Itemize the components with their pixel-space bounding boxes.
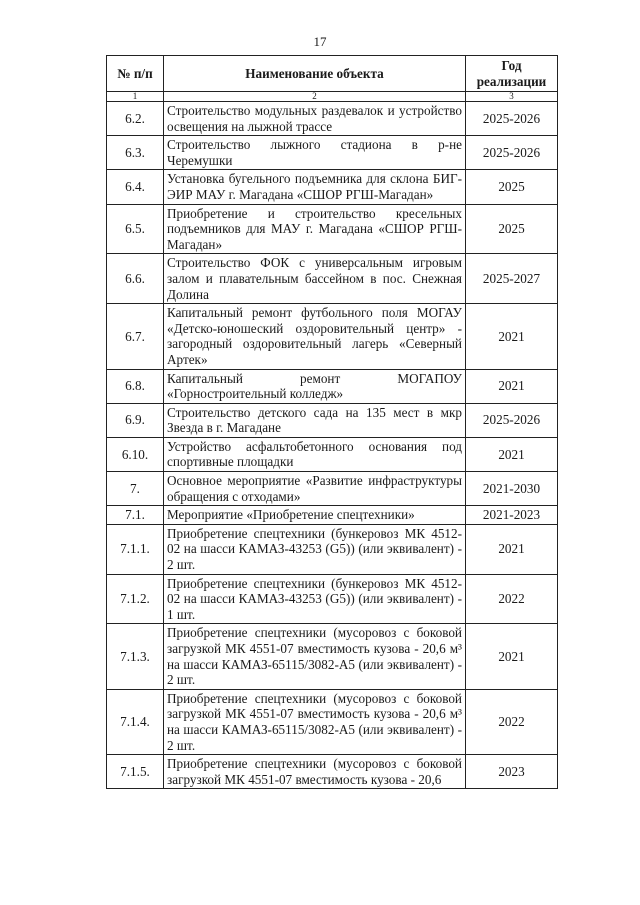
implementation-year: 2021-2030	[466, 472, 558, 506]
implementation-year: 2021	[466, 369, 558, 403]
object-name: Строительство ФОК с универсальным игровым залом и плавательным бассейном в пос. Снежная Долина	[164, 254, 466, 304]
object-name: Приобретение и строительство кресельных подъемников для МАУ г. Магадана «СШОР РГШ-Магадан»	[164, 204, 466, 254]
object-name: Капитальный ремонт футбольного поля МОГАУ «Детско-юношеский оздоровительный центр» - загородный оздоровительный лагерь «Северный Артек»	[164, 304, 466, 369]
object-name: Строительство модульных раздевалок и устройство освещения на лыжной трассе	[164, 102, 466, 136]
row-number: 7.1.3.	[107, 624, 164, 689]
row-number: 6.7.	[107, 304, 164, 369]
objects-table	[106, 55, 558, 789]
object-name: Приобретение спецтехники (бункеровоз МК 4512-02 на шасси КАМАЗ-43253 (G5)) (или эквивалент) - 2 шт.	[164, 524, 466, 574]
header-name: Наименование объекта	[164, 56, 466, 92]
row-number: 6.6.	[107, 254, 164, 304]
object-name: Установка бугельного подъемника для склона БИГ-ЭИР МАУ г. Магадана «СШОР РГШ-Магадан»	[164, 170, 466, 204]
table-row	[107, 102, 558, 136]
row-number: 6.3.	[107, 136, 164, 170]
table-row	[107, 437, 558, 471]
header-year: Год реализации	[466, 56, 558, 92]
object-name: Приобретение спецтехники (мусоровоз с боковой загрузкой МК 4551-07 вместимость кузова - 20,6	[164, 755, 466, 789]
implementation-year: 2025-2026	[466, 136, 558, 170]
table-row	[107, 304, 558, 369]
implementation-year: 2021	[466, 524, 558, 574]
row-number: 7.1.4.	[107, 689, 164, 754]
object-name: Устройство асфальтобетонного основания под спортивные площадки	[164, 437, 466, 471]
table-row	[107, 403, 558, 437]
row-number: 7.1.5.	[107, 755, 164, 789]
object-name: Приобретение спецтехники (мусоровоз с боковой загрузкой МК 4551-07 вместимость кузова - 20,6 м³ на шасси КАМАЗ-65115/3082-А5 (или эквивалент) - 2 шт.	[164, 624, 466, 689]
row-number: 6.8.	[107, 369, 164, 403]
row-number: 7.	[107, 472, 164, 506]
table-header-row	[107, 56, 558, 92]
row-number: 7.1.2.	[107, 574, 164, 624]
object-name: Капитальный ремонт МОГАПОУ «Горностроительный колледж»	[164, 369, 466, 403]
table-row	[107, 170, 558, 204]
implementation-year: 2021	[466, 624, 558, 689]
table-row	[107, 204, 558, 254]
row-number: 6.5.	[107, 204, 164, 254]
implementation-year: 2022	[466, 574, 558, 624]
implementation-year: 2025-2026	[466, 403, 558, 437]
implementation-year: 2021	[466, 437, 558, 471]
object-name: Основное мероприятие «Развитие инфраструктуры обращения с отходами»	[164, 472, 466, 506]
object-name: Приобретение спецтехники (мусоровоз с боковой загрузкой МК 4551-07 вместимость кузова - 20,6 м³ на шасси КАМАЗ-65115/3082-А5 (или эквивалент) - 2 шт.	[164, 689, 466, 754]
column-index-row	[107, 92, 558, 102]
table-row	[107, 369, 558, 403]
implementation-year: 2022	[466, 689, 558, 754]
table-row	[107, 574, 558, 624]
row-number: 7.1.1.	[107, 524, 164, 574]
implementation-year: 2025-2027	[466, 254, 558, 304]
table-row	[107, 136, 558, 170]
table-row	[107, 524, 558, 574]
object-name: Приобретение спецтехники (бункеровоз МК 4512-02 на шасси КАМАЗ-43253 (G5)) (или эквивалент) - 1 шт.	[164, 574, 466, 624]
column-index: 2	[164, 92, 466, 102]
implementation-year: 2025	[466, 170, 558, 204]
header-num: № п/п	[107, 56, 164, 92]
column-index: 3	[466, 92, 558, 102]
object-name: Строительство лыжного стадиона в р-не Черемушки	[164, 136, 466, 170]
implementation-year: 2021	[466, 304, 558, 369]
page-number: 17	[313, 34, 327, 49]
object-name: Строительство детского сада на 135 мест в мкр Звезда в г. Магадане	[164, 403, 466, 437]
row-number: 6.2.	[107, 102, 164, 136]
table-row	[107, 472, 558, 506]
table-row	[107, 624, 558, 689]
table-row	[107, 506, 558, 525]
table-row	[107, 755, 558, 789]
row-number: 6.9.	[107, 403, 164, 437]
row-number: 6.10.	[107, 437, 164, 471]
implementation-year: 2025	[466, 204, 558, 254]
table-row	[107, 689, 558, 754]
row-number: 6.4.	[107, 170, 164, 204]
implementation-year: 2025-2026	[466, 102, 558, 136]
table-row	[107, 254, 558, 304]
column-index: 1	[107, 92, 164, 102]
object-name: Мероприятие «Приобретение спецтехники»	[164, 506, 466, 525]
implementation-year: 2021-2023	[466, 506, 558, 525]
implementation-year: 2023	[466, 755, 558, 789]
row-number: 7.1.	[107, 506, 164, 525]
